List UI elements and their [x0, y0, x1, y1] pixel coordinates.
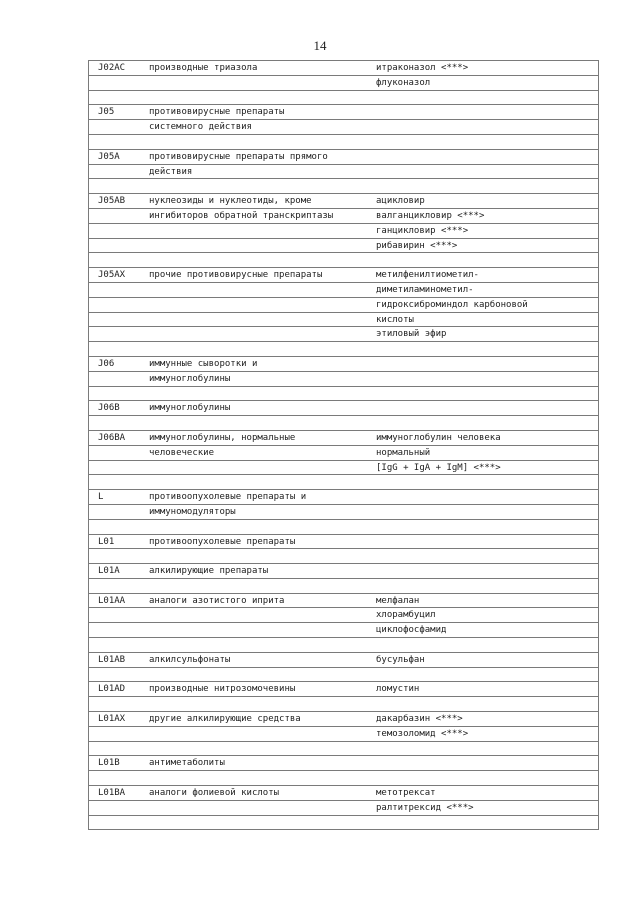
- page-number: 14: [313, 38, 327, 53]
- table-row: [89, 224, 598, 239]
- group-name-cell: прочие противовирусные препараты: [149, 270, 323, 281]
- drug-name-cell: мелфалан: [376, 595, 420, 606]
- group-name-cell: иммуномодуляторы: [149, 506, 236, 517]
- drug-name-cell: ралтитрексид <***>: [376, 802, 474, 813]
- table-row: [89, 653, 598, 668]
- group-name-cell: нуклеозиды и нуклеотиды, кроме: [149, 196, 312, 207]
- table-row: [89, 165, 598, 180]
- table-row: [89, 461, 598, 476]
- group-name-cell: иммуноглобулины: [149, 373, 231, 384]
- table-row: [89, 61, 598, 76]
- group-name-cell: алкилсульфонаты: [149, 654, 231, 665]
- drug-name-cell: бусульфан: [376, 654, 425, 665]
- group-name-cell: противовирусные препараты прямого: [149, 151, 328, 162]
- group-name-cell: иммуноглобулины, нормальные: [149, 432, 296, 443]
- atc-code-cell: L01AA: [98, 595, 126, 606]
- table-row: [89, 564, 598, 579]
- drug-name-cell: этиловый эфир: [376, 329, 447, 340]
- drug-name-cell: [IgG + IgA + IgM] <***>: [376, 462, 501, 473]
- table-row: [89, 638, 598, 653]
- table-row: [89, 298, 598, 313]
- table-row: [89, 608, 598, 623]
- table-row: [89, 505, 598, 520]
- table-row: [89, 283, 598, 298]
- atc-code-cell: J02AC: [98, 63, 126, 73]
- table-row: [89, 697, 598, 712]
- group-name-cell: противовирусные препараты: [149, 107, 285, 118]
- table-row: [89, 520, 598, 535]
- table-row: [89, 727, 598, 742]
- table-row: [89, 401, 598, 416]
- table-row: [89, 268, 598, 283]
- table-row: [89, 579, 598, 594]
- table-row: [89, 549, 598, 564]
- group-name-cell: производные триазола: [149, 63, 258, 73]
- table-row: [89, 446, 598, 461]
- table-row: [89, 135, 598, 150]
- atc-code-cell: J06: [98, 358, 115, 369]
- atc-code-cell: J06BA: [98, 432, 126, 443]
- drug-name-cell: валганцикловир <***>: [376, 210, 485, 221]
- drug-name-cell: хлорамбуцил: [376, 610, 436, 621]
- table-row: [89, 91, 598, 106]
- table-row: [89, 179, 598, 194]
- drug-name-cell: кислоты: [376, 314, 414, 325]
- atc-code-cell: J05AB: [98, 196, 126, 207]
- table-row: [89, 194, 598, 209]
- table-row: [89, 76, 598, 91]
- table-row: [89, 742, 598, 757]
- table-row: [89, 431, 598, 446]
- group-name-cell: системного действия: [149, 122, 252, 133]
- group-name-cell: человеческие: [149, 447, 215, 458]
- drug-name-cell: ломустин: [376, 684, 420, 695]
- atc-code-cell: L01A: [98, 566, 120, 577]
- group-name-cell: аналоги фолиевой кислоты: [149, 788, 280, 799]
- table-row: [89, 327, 598, 342]
- table-row: [89, 416, 598, 431]
- atc-code-cell: L01BA: [98, 788, 126, 799]
- drug-name-cell: метилфенилтиометил-: [376, 270, 479, 281]
- table-row: [89, 786, 598, 801]
- atc-code-cell: L01AB: [98, 654, 126, 665]
- drug-name-cell: циклофосфамид: [376, 625, 447, 636]
- table-row: [89, 712, 598, 727]
- group-name-cell: другие алкилирующие средства: [149, 714, 301, 725]
- table-row: [89, 150, 598, 165]
- atc-code-cell: J05: [98, 107, 115, 118]
- drug-name-cell: гидроксиброминдол карбоновой: [376, 299, 528, 310]
- group-name-cell: производные нитрозомочевины: [149, 684, 296, 695]
- table-row: [89, 313, 598, 328]
- drug-table: [88, 60, 599, 830]
- table-row: [89, 239, 598, 254]
- group-name-cell: аналоги азотистого иприта: [149, 595, 285, 606]
- atc-code-cell: L: [98, 492, 104, 503]
- atc-code-cell: J05AX: [98, 270, 126, 281]
- group-name-cell: иммуноглобулины: [149, 403, 231, 414]
- table-row: [89, 120, 598, 135]
- group-name-cell: иммунные сыворотки и: [149, 358, 258, 369]
- group-name-cell: действия: [149, 166, 193, 177]
- table-row: [89, 253, 598, 268]
- drug-name-cell: флуконазол: [376, 77, 431, 88]
- drug-name-cell: ацикловир: [376, 196, 425, 207]
- table-row: [89, 342, 598, 357]
- atc-code-cell: L01AX: [98, 714, 126, 725]
- group-name-cell: ингибиторов обратной транскриптазы: [149, 210, 334, 221]
- table-row: [89, 801, 598, 816]
- atc-code-cell: L01AD: [98, 684, 126, 695]
- drug-name-cell: диметиламинометил-: [376, 284, 474, 295]
- table-row: [89, 475, 598, 490]
- group-name-cell: антиметаболиты: [149, 758, 225, 769]
- group-name-cell: противоопухолевые препараты: [149, 536, 296, 547]
- table-row: [89, 594, 598, 609]
- table-row: [89, 668, 598, 683]
- table-row: [89, 816, 598, 831]
- table-row: [89, 387, 598, 402]
- table-row: [89, 490, 598, 505]
- drug-name-cell: иммуноглобулин человека: [376, 432, 501, 443]
- group-name-cell: алкилирующие препараты: [149, 566, 269, 577]
- group-name-cell: противоопухолевые препараты и: [149, 492, 307, 503]
- table-row: [89, 105, 598, 120]
- atc-code-cell: L01: [98, 536, 115, 547]
- table-row: [89, 756, 598, 771]
- table-row: [89, 623, 598, 638]
- drug-name-cell: метотрексат: [376, 788, 436, 799]
- table-row: [89, 372, 598, 387]
- table-row: [89, 771, 598, 786]
- drug-name-cell: итраконазол <***>: [376, 63, 469, 73]
- drug-name-cell: рибавирин <***>: [376, 240, 458, 251]
- drug-name-cell: ганцикловир <***>: [376, 225, 469, 236]
- table-row: [89, 209, 598, 224]
- table-row: [89, 535, 598, 550]
- drug-name-cell: нормальный: [376, 447, 431, 458]
- atc-code-cell: L01B: [98, 758, 120, 769]
- drug-name-cell: темозоломид <***>: [376, 728, 469, 739]
- atc-code-cell: J06B: [98, 403, 120, 414]
- atc-code-cell: J05A: [98, 151, 120, 162]
- drug-name-cell: дакарбазин <***>: [376, 714, 463, 725]
- table-row: [89, 357, 598, 372]
- table-row: [89, 682, 598, 697]
